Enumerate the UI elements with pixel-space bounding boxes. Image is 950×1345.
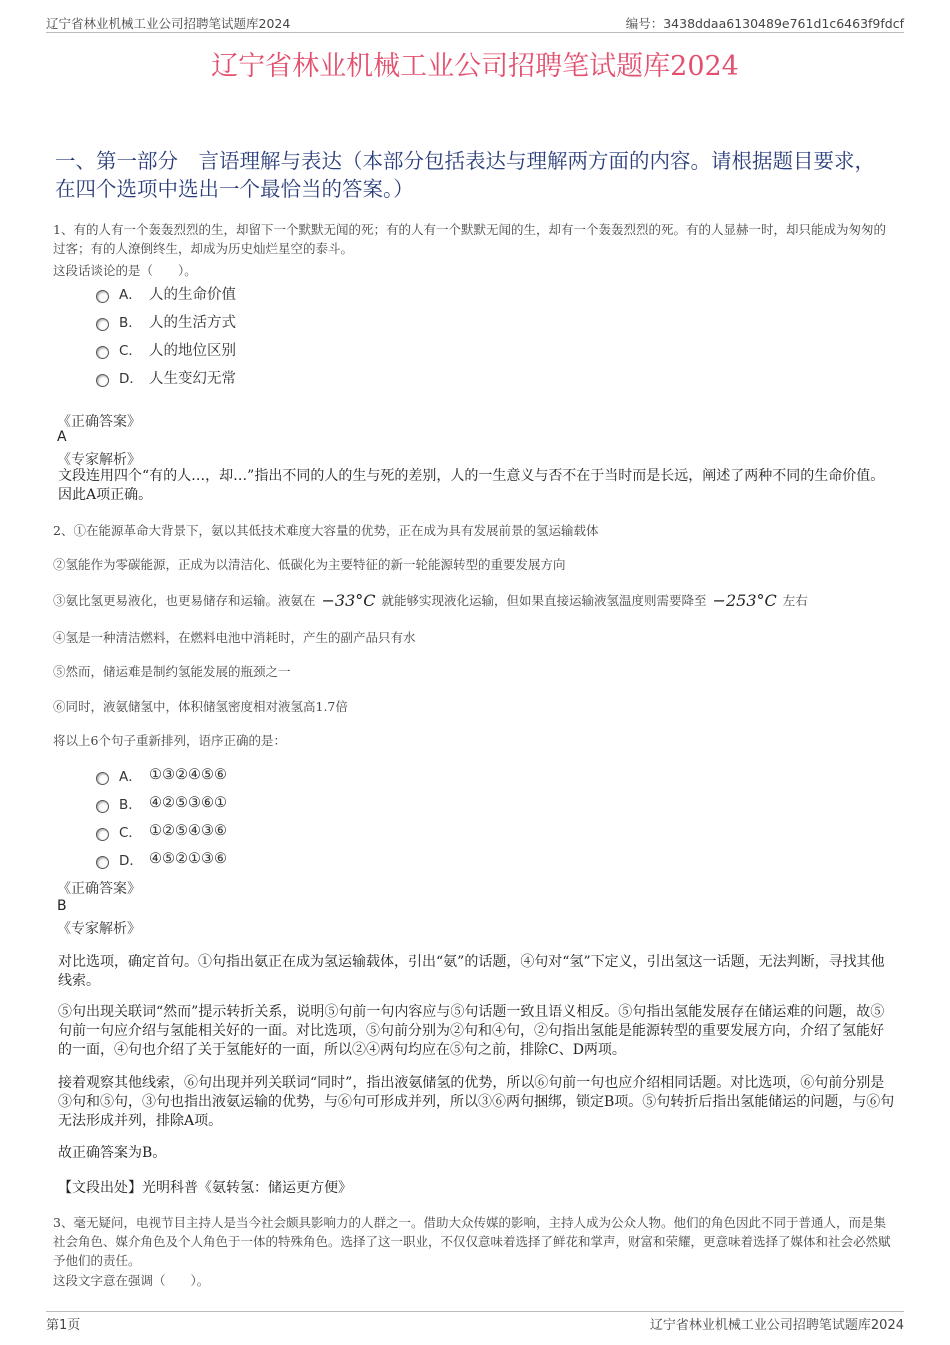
question-2-prompt: 将以上6个句子重新排列，语序正确的是： xyxy=(53,733,286,748)
radio-icon[interactable] xyxy=(96,856,109,869)
header-document-id: 编号：3438ddaa6130489e761d1c6463f9fdcf xyxy=(625,16,904,31)
question-2-analysis-label: 《专家解析》 xyxy=(57,921,141,937)
option-letter: C． xyxy=(119,343,142,359)
option-text: 人生变幻无常 xyxy=(149,370,236,387)
option-text: ④②⑤③⑥① xyxy=(149,795,227,811)
radio-icon[interactable] xyxy=(96,290,109,303)
question-1-option-a[interactable] xyxy=(96,279,236,307)
option-letter: D． xyxy=(119,853,143,869)
option-letter: B． xyxy=(119,797,142,813)
question-3-text: 3、毫无疑问，电视节目主持人是当今社会颇具影响力的人群之一。借助大众传媒的影响，主持人成为公众人物。他们的角色因此不同于普通人，而是集社会角色、媒介角色及个人角色于一体的特殊角色。选择了这一职业，不仅仅意味着选择了鲜花和掌声，财富和荣耀，更意味着选择了媒体和社会必然赋予他们的责任。 xyxy=(53,1215,891,1268)
radio-icon[interactable] xyxy=(96,346,109,359)
question-1-option-d[interactable] xyxy=(96,363,236,391)
option-letter: A． xyxy=(119,769,142,785)
question-2-option-c[interactable] xyxy=(96,817,227,845)
option-text: ④⑤②①③⑥ xyxy=(149,851,227,867)
option-text: ①③②④⑤⑥ xyxy=(149,767,227,783)
question-2-sentence-5: ⑤然而，储运难是制约氢能发展的瓶颈之一 xyxy=(53,664,291,679)
question-1-text: 1、有的人有一个轰轰烈烈的生，却留下一个默默无闻的死；有的人有一个默默无闻的生，却有一个轰轰烈烈的死。有的人显赫一时，却只能成为匆匆的过客；有的人潦倒终生，却成为历史灿烂星空的泰斗。 xyxy=(53,222,886,256)
question-2-options xyxy=(96,761,227,873)
question-2-sentence-3 xyxy=(53,591,898,610)
header-left: 辽宁省林业机械工业公司招聘笔试题库2024 xyxy=(46,16,291,31)
radio-icon[interactable] xyxy=(96,318,109,331)
question-2-analysis-paragraph-1: 对比选项，确定首句。①句指出氨正在成为氢运输载体，引出“氨”的话题，④句对“氢”下定义，引出氢这一话题，无法判断，寻找其他线索。 xyxy=(58,954,885,989)
question-2-option-a[interactable] xyxy=(96,761,227,789)
radio-icon[interactable] xyxy=(96,828,109,841)
temperature-minus-253: −253°C xyxy=(712,591,777,610)
question-2-sentence-6: ⑥同时，液氨储氢中，体积储氢密度相对液氢高1.7倍 xyxy=(53,699,348,714)
option-letter: D． xyxy=(119,371,143,387)
radio-icon[interactable] xyxy=(96,772,109,785)
question-1-option-c[interactable] xyxy=(96,335,236,363)
question-1-answer-label: 《正确答案》 xyxy=(57,414,141,430)
option-letter: B． xyxy=(119,315,142,331)
header-divider xyxy=(46,32,904,33)
question-1-analysis-label: 《专家解析》 xyxy=(57,452,141,468)
question-1-analysis: 文段连用四个“有的人…，却…”指出不同的人的生与死的差别，人的一生意义与否不在于当时而是长远，阐述了两种不同的生命价值。因此A项正确。 xyxy=(58,468,885,503)
page-number: 第1页 xyxy=(46,1318,81,1333)
option-text: 人的生命价值 xyxy=(149,286,236,303)
option-text: ①②⑤④③⑥ xyxy=(149,823,227,839)
question-2-source: 【文段出处】光明科普《氨转氢：储运更方便》 xyxy=(58,1180,352,1196)
question-2-answer: B xyxy=(57,898,67,914)
question-2-option-b[interactable] xyxy=(96,789,227,817)
question-1-options xyxy=(96,279,236,391)
footer-title: 辽宁省林业机械工业公司招聘笔试题库2024 xyxy=(649,1318,904,1333)
question-2-sentence-4: ④氢是一种清洁燃料，在燃料电池中消耗时，产生的副产品只有水 xyxy=(53,630,416,645)
page-title: 辽宁省林业机械工业公司招聘笔试题库2024 xyxy=(211,51,739,82)
footer-divider xyxy=(46,1311,904,1312)
option-letter: C． xyxy=(119,825,142,841)
radio-icon[interactable] xyxy=(96,800,109,813)
question-1-prompt: 这段话谈论的是（ ）。 xyxy=(53,263,197,278)
radio-icon[interactable] xyxy=(96,374,109,387)
question-2-answer-label: 《正确答案》 xyxy=(57,881,141,897)
sentence-3-part-b: 就能够实现液化运输，但如果直接运输液氢温度则需要降至 xyxy=(381,593,707,608)
question-2-option-d[interactable] xyxy=(96,845,227,873)
sentence-3-part-c: 左右 xyxy=(782,593,808,608)
question-1-answer: A xyxy=(57,429,67,445)
section-heading: 一、第一部分 言语理解与表达（本部分包括表达与理解两方面的内容。请根据题目要求，在四个选项中选出一个最恰当的答案。） xyxy=(55,149,875,201)
option-letter: A． xyxy=(119,287,142,303)
question-2-analysis-conclusion: 故正确答案为B。 xyxy=(58,1145,167,1161)
temperature-minus-33: −33°C xyxy=(321,591,376,610)
sentence-3-part-a: ③氨比氢更易液化，也更易储存和运输。液氨在 xyxy=(53,593,316,608)
option-text: 人的生活方式 xyxy=(149,314,236,331)
option-text: 人的地位区别 xyxy=(149,342,236,359)
question-3-prompt: 这段文字意在强调（ ）。 xyxy=(53,1273,210,1288)
question-2-analysis-paragraph-2: ⑤句出现关联词“然而”提示转折关系，说明⑤句前一句内容应与⑤句话题一致且语义相反。⑤句指出氢能发展存在储运难的问题，故⑤句前一句应介绍与氢能相关好的一面。对比选项，⑤句前分别为②句和④句，②句指出氢能是能源转型的重要发展方向，介绍了氢能好的一面，④句也介绍了关于氢能好的一面，所以②④两句均应在⑤句之前，排除C、D两项。 xyxy=(58,1004,885,1058)
question-2-sentence-1: 2、①在能源革命大背景下，氨以其低技术难度大容量的优势，正在成为具有发展前景的氢运输载体 xyxy=(53,523,599,538)
question-2-sentence-2: ②氢能作为零碳能源，正成为以清洁化、低碳化为主要特征的新一轮能源转型的重要发展方向 xyxy=(53,557,566,572)
question-1-option-b[interactable] xyxy=(96,307,236,335)
question-2-analysis-paragraph-3: 接着观察其他线索，⑥句出现并列关联词“同时”，指出液氨储氢的优势，所以⑥句前一句也应介绍相同话题。对比选项，⑥句前分别是③句和⑤句，③句也指出液氨运输的优势，与⑥句可形成并列，所以③⑥两句捆绑，锁定B项。⑤句转折后指出氢能储运的问题，与⑥句无法形成并列，排除A项。 xyxy=(58,1075,895,1129)
